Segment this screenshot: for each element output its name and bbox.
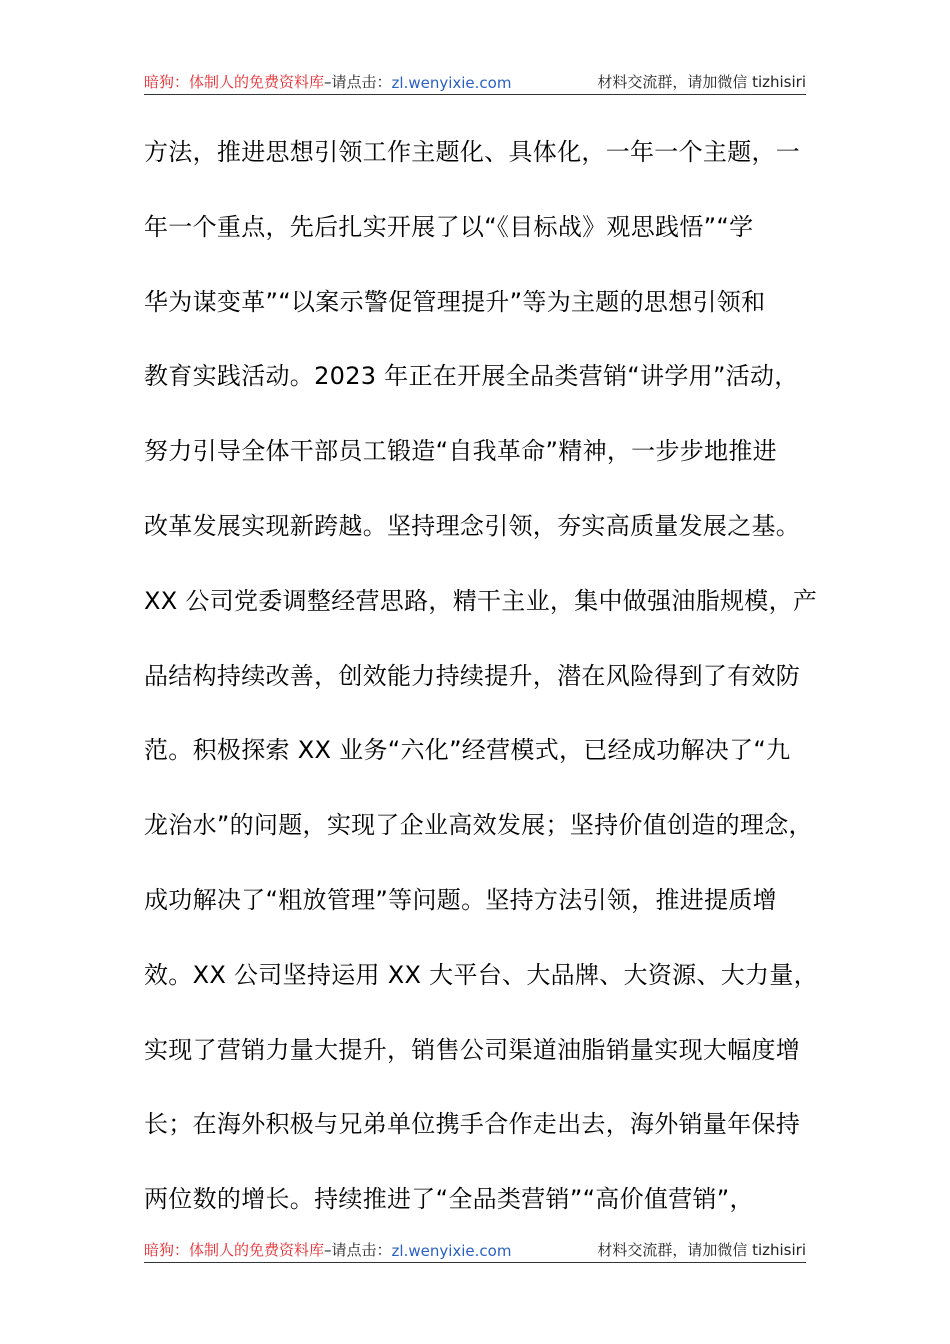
document-body: [144, 132, 824, 1254]
page-footer: [144, 1236, 806, 1260]
header-brand-text: 暗狗：体制人的免费资料库: [144, 73, 325, 91]
body-line: 改革发展实现新跨越。坚持理念引领，夯实高质量发展之基。: [144, 511, 801, 540]
header-website-link[interactable]: zl.wenyixie.com: [391, 74, 512, 92]
body-line: 方法，推进思想引领工作主题化、具体化，一年一个主题，一: [144, 138, 801, 166]
body-line: 品结构持续改善，创效能力持续提升，潜在风险得到了有效防: [144, 661, 801, 690]
body-line: 两位数的增长。持续推进了“全品类营销”“高价值营销”，: [144, 1185, 754, 1214]
footer-wechat-text: 材料交流群，请加微信 tizhisiri: [597, 1241, 806, 1259]
body-line: 范。积极探索 XX 业务“六化”经营模式，已经成功解决了“九: [144, 736, 791, 765]
page-header: [144, 68, 806, 92]
body-line: XX 公司党委调整经营思路，精干主业，集中做强油脂规模，产: [144, 586, 818, 615]
footer-click-prompt: –请点击：: [324, 1241, 392, 1259]
footer-brand-text: 暗狗：体制人的免费资料库: [144, 1241, 325, 1259]
body-line: 龙治水”的问题，实现了企业高效发展；坚持价值创造的理念，: [144, 811, 813, 840]
footer-website-link[interactable]: zl.wenyixie.com: [391, 1242, 512, 1260]
header-click-prompt: –请点击：: [324, 73, 392, 91]
body-line: 华为谋变革”“以案示警促管理提升”等为主题的思想引领和: [144, 287, 766, 316]
body-line: 年一个重点，先后扎实开展了以“《目标战》观思践悟”“学: [144, 212, 754, 241]
footer-divider: [144, 1262, 806, 1263]
header-left: [144, 71, 511, 92]
body-line: 努力引导全体干部员工锻造“自我革命”精神，一步步地推进: [144, 437, 777, 466]
body-line: 教育实践活动。2023 年正在开展全品类营销“讲学用”活动，: [144, 362, 799, 391]
body-line: 长；在海外积极与兄弟单位携手合作走出去，海外销量年保持: [144, 1110, 801, 1139]
header-wechat-text: 材料交流群，请加微信 tizhisiri: [597, 73, 806, 91]
header-divider: [144, 94, 806, 95]
footer-left: [144, 1239, 511, 1260]
body-line: 效。XX 公司坚持运用 XX 大平台、大品牌、大资源、大力量，: [144, 960, 818, 989]
body-line: 实现了营销力量大提升，销售公司渠道油脂销量实现大幅度增: [144, 1035, 801, 1064]
body-line: 成功解决了“粗放管理”等问题。坚持方法引领，推进提质增: [144, 885, 777, 914]
